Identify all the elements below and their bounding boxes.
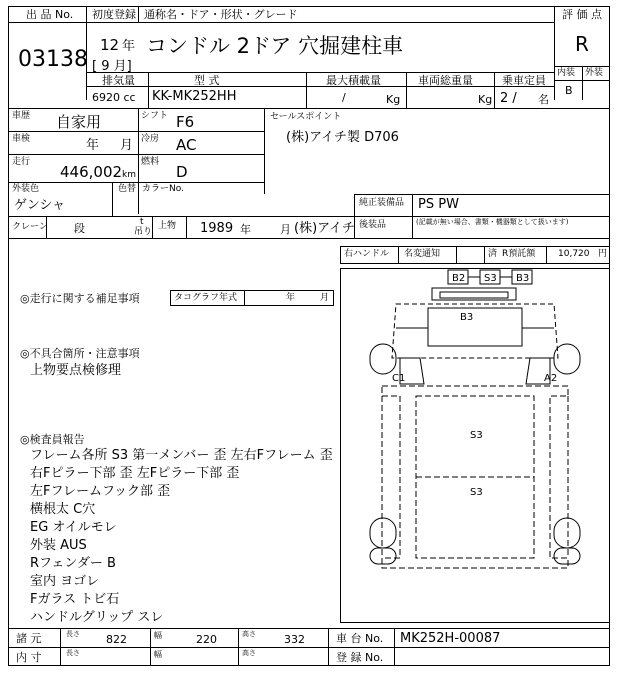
first-reg-label: 初度登録 bbox=[92, 8, 136, 21]
divider bbox=[328, 628, 329, 666]
grade-label: 評 価 点 bbox=[562, 8, 602, 21]
exterior-label: 外装 bbox=[585, 68, 604, 78]
divider bbox=[306, 72, 307, 108]
spec-label: 諸 元 bbox=[16, 632, 42, 645]
shift: F6 bbox=[176, 113, 195, 131]
capacity-unit: 名 bbox=[538, 93, 549, 106]
capacity: 2 / bbox=[500, 91, 517, 106]
sales-point: (株)アイチ製 D706 bbox=[286, 130, 399, 145]
aftermarket-note: (記載が無い場合、書類・機器類として扱います) bbox=[416, 218, 569, 226]
stage-unit: 段 bbox=[74, 222, 85, 235]
divider bbox=[152, 216, 153, 238]
divider bbox=[238, 628, 239, 666]
divider bbox=[86, 72, 554, 73]
divider bbox=[554, 6, 555, 100]
color-change-label: 色替 bbox=[118, 184, 137, 194]
gross-weight-unit: Kg bbox=[478, 93, 493, 106]
divider bbox=[8, 154, 264, 155]
in-width-label: 幅 bbox=[154, 650, 162, 659]
divider bbox=[406, 72, 407, 108]
inspector-line: 右Fピラー下部 歪 左Fピラー下部 歪 bbox=[30, 466, 240, 481]
interior-label: 内装 bbox=[557, 68, 576, 78]
aftermarket-label: 後装品 bbox=[359, 220, 387, 230]
divider bbox=[244, 290, 245, 306]
ton-unit: t bbox=[140, 217, 144, 227]
mileage: 446,002 bbox=[60, 163, 123, 181]
inspector-line: 外装 AUS bbox=[30, 538, 87, 553]
divider bbox=[60, 628, 61, 666]
lot-no: 03138 bbox=[18, 47, 88, 72]
inspector-line: Rフェンダー B bbox=[30, 556, 116, 571]
divider bbox=[186, 216, 187, 238]
r-deposit-label: R預託額 bbox=[502, 249, 536, 259]
color-no-label: カラーNo. bbox=[142, 184, 184, 194]
inspector-line: 横根太 C穴 bbox=[30, 502, 96, 517]
displacement: 6920 cc bbox=[92, 91, 136, 104]
divider bbox=[112, 182, 113, 216]
height-label: 高さ bbox=[242, 630, 256, 638]
divider bbox=[8, 108, 610, 109]
upper-label: 上物 bbox=[158, 221, 177, 231]
reg-year: 12 bbox=[100, 36, 120, 54]
divider bbox=[456, 246, 457, 264]
mileage-unit: km bbox=[122, 170, 136, 180]
fuel-label: 燃料 bbox=[141, 157, 160, 167]
divider bbox=[8, 216, 610, 217]
divider bbox=[8, 647, 610, 648]
tachograph-label: タコグラフ年式 bbox=[174, 293, 238, 303]
divider bbox=[138, 6, 139, 22]
inspector-title: ◎検査員報告 bbox=[20, 433, 85, 446]
in-height-label: 高さ bbox=[242, 649, 256, 657]
divider bbox=[138, 108, 139, 214]
diagram-label: S3 bbox=[470, 430, 483, 441]
inspection-year: 年 bbox=[86, 138, 100, 153]
ac: AC bbox=[176, 136, 197, 154]
width-label: 幅 bbox=[154, 631, 162, 640]
ac-label: 冷房 bbox=[141, 134, 160, 144]
diagram-label: B3 bbox=[516, 273, 530, 284]
capacity-label: 乗車定員 bbox=[502, 74, 546, 87]
name-label: 通称名・ドア・形状・グレード bbox=[144, 8, 298, 21]
chassis-label: 車 台 No. bbox=[336, 632, 384, 645]
in-length-label: 長さ bbox=[66, 649, 80, 657]
sales-point-label: セールスポイント bbox=[270, 112, 342, 122]
hang-label: 吊り bbox=[134, 227, 153, 237]
diagram-label: A2 bbox=[544, 373, 558, 384]
rhd-label: 右ハンドル bbox=[344, 249, 390, 259]
divider bbox=[8, 22, 554, 23]
divider bbox=[582, 66, 583, 100]
diagram-label: S3 bbox=[484, 273, 497, 284]
inspection-label: 車検 bbox=[12, 134, 31, 144]
upper-maker: (株)アイチ bbox=[294, 221, 355, 236]
overall-grade: R bbox=[575, 32, 589, 56]
inspection-month: 月 bbox=[120, 138, 134, 153]
name-change-label: 名変通知 bbox=[404, 249, 441, 259]
divider bbox=[8, 182, 264, 183]
diagram-label: B2 bbox=[452, 273, 466, 284]
truck-damage-diagram bbox=[340, 268, 610, 623]
defects-title: ◎不具合箇所・注意事項 bbox=[20, 347, 140, 360]
genuine-equipment: PS PW bbox=[418, 197, 459, 212]
ext-color: ゲンシャ bbox=[14, 198, 66, 213]
tachograph-year-unit: 年 bbox=[286, 293, 296, 303]
divider bbox=[484, 246, 485, 264]
lot-no-label: 出 品 No. bbox=[26, 8, 74, 21]
history-label: 車歴 bbox=[12, 111, 31, 121]
interior-grade: B bbox=[565, 84, 573, 97]
r-deposit-unit: 円 bbox=[598, 249, 608, 259]
model-type: KK-MK252HH bbox=[152, 89, 237, 104]
divider bbox=[86, 86, 554, 87]
fuel: D bbox=[176, 163, 188, 181]
divider bbox=[8, 131, 264, 132]
upper-year-unit: 年 bbox=[240, 223, 251, 236]
upper-month-unit: 月 bbox=[280, 223, 291, 236]
displacement-label: 排気量 bbox=[102, 74, 135, 87]
divider bbox=[494, 72, 495, 108]
reg-month: [ 9 月] bbox=[92, 59, 132, 74]
length-value: 822 bbox=[106, 633, 127, 646]
height-value: 332 bbox=[284, 633, 305, 646]
divider bbox=[8, 238, 610, 239]
inspector-line: Fガラス トビ石 bbox=[30, 592, 120, 607]
chassis-number: MK252H-00087 bbox=[400, 631, 501, 646]
driving-notes-title: ◎走行に関する補足事項 bbox=[20, 292, 140, 305]
shift-label: シフト bbox=[141, 111, 169, 121]
width-value: 220 bbox=[196, 633, 217, 646]
interior-dim-label: 内 寸 bbox=[16, 651, 42, 664]
history: 自家用 bbox=[56, 113, 102, 131]
max-load-label: 最大積載量 bbox=[326, 74, 381, 87]
gross-weight-label: 車両総重量 bbox=[418, 74, 473, 87]
mileage-label: 走行 bbox=[12, 157, 31, 167]
crane-label: クレーン bbox=[12, 222, 48, 232]
divider bbox=[546, 246, 547, 264]
divider bbox=[554, 80, 610, 81]
registration-label: 登 録 No. bbox=[336, 651, 384, 664]
length-label: 長さ bbox=[66, 630, 80, 638]
divider bbox=[354, 194, 610, 195]
model-name: コンドル 2ドア 穴掘建柱車 bbox=[146, 34, 404, 58]
inspector-line: EG オイルモレ bbox=[30, 520, 117, 535]
genuine-label: 純正装備品 bbox=[359, 198, 405, 208]
inspector-line: ハンドルグリップ スレ bbox=[30, 610, 164, 625]
tachograph-month-unit: 月 bbox=[320, 293, 330, 303]
reg-year-unit: 年 bbox=[122, 39, 136, 54]
divider bbox=[8, 628, 610, 629]
diagram-label: S3 bbox=[470, 487, 483, 498]
divider bbox=[264, 108, 265, 194]
divider bbox=[354, 194, 355, 216]
divider bbox=[150, 628, 151, 666]
divider bbox=[412, 194, 413, 238]
diagram-label: B3 bbox=[460, 312, 474, 323]
divider bbox=[148, 72, 149, 108]
divider bbox=[398, 246, 399, 264]
defect-line: 上物要点検修理 bbox=[30, 363, 122, 378]
diagram-label: C1 bbox=[392, 373, 406, 384]
inspector-line: フレーム各所 S3 第一メンバー 歪 左右Fフレーム 歪 bbox=[30, 448, 333, 463]
r-deposit-value: 10,720 bbox=[558, 249, 590, 259]
divider bbox=[394, 628, 395, 666]
inspector-line: 室内 ヨゴレ bbox=[30, 574, 100, 589]
model-type-label: 型 式 bbox=[194, 74, 220, 87]
upper-year: 1989 bbox=[200, 221, 234, 236]
max-load: / bbox=[342, 91, 346, 104]
max-load-unit: Kg bbox=[386, 93, 401, 106]
ext-color-label: 外装色 bbox=[12, 184, 40, 194]
sakai-label: 済 bbox=[488, 249, 498, 259]
inspector-line: 左Fフレームフック部 歪 bbox=[30, 484, 171, 499]
